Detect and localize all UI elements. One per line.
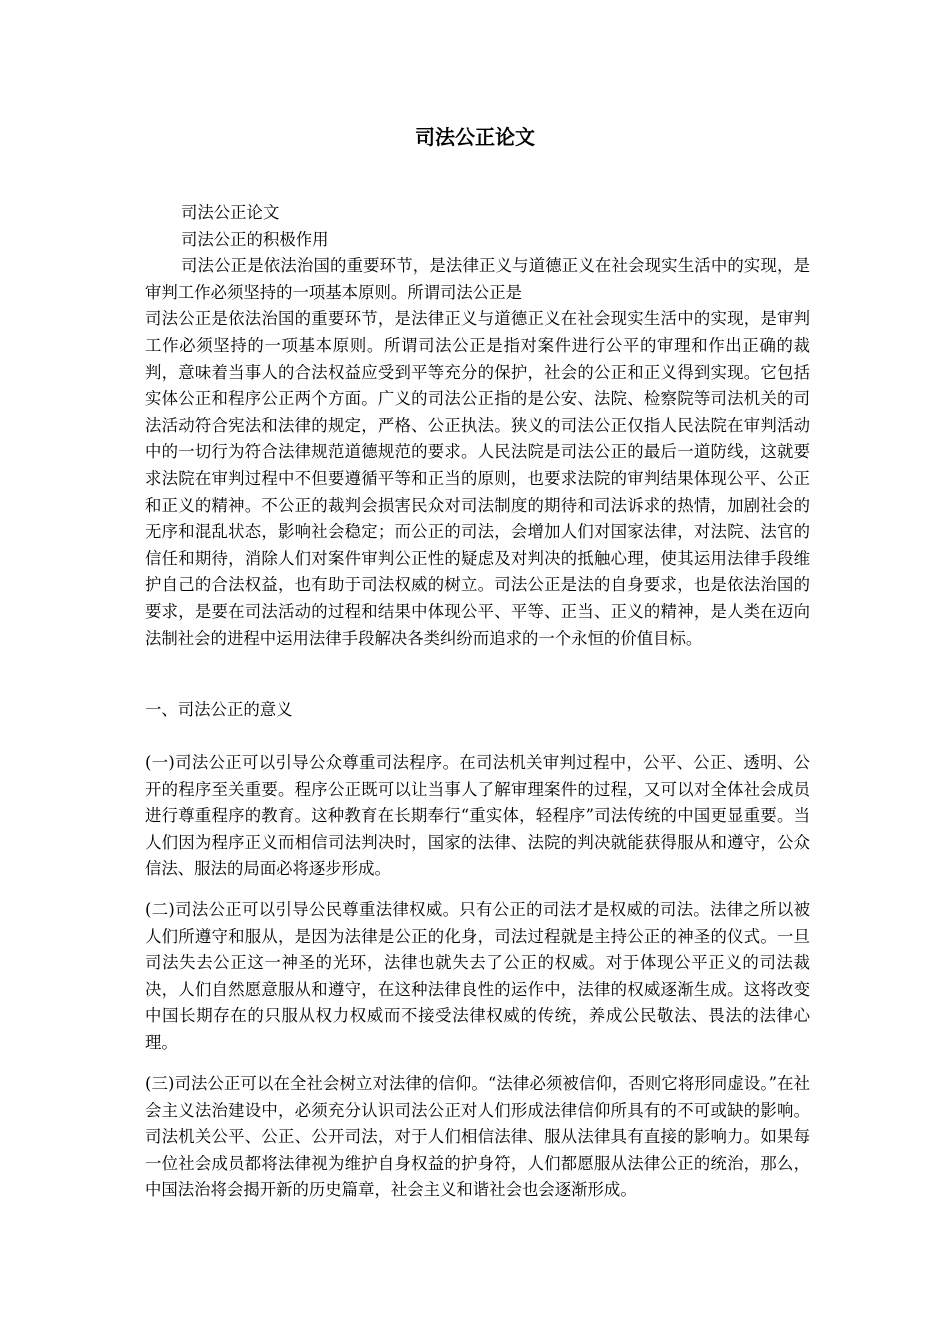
intro-line: 司法公正论文 [181, 203, 280, 222]
intro-block [145, 200, 810, 652]
body-paragraph: (一)司法公正可以引导公众尊重司法程序。在司法机关审判过程中，公平、公正、透明、公开的程序至关重要。程序公正既可以让当事人了解审理案件的过程，又可以对全体社会成员进行尊重程序的教育。这种教育在长期奉行“重实体，轻程序”司法传统的中国更显重要。当人们因为程序正义而相信司法判决时，国家的法律、法院的判决就能获得服从和遵守，公众信法、服法的局面必将逐步形成。 [145, 753, 810, 879]
section-heading: 一、司法公正的意义 [145, 700, 293, 719]
body-paragraph: (三)司法公正可以在全社会树立对法律的信仰。“法律必须被信仰，否则它将形同虚设。”在社会主义法治建设中，必须充分认识司法公正对人们形成法律信仰所具有的不可或缺的影响。司法机关公平、公正、公开司法，对于人们相信法律、服从法律具有直接的影响力。如果每一位社会成员都将法律视为维护自身权益的护身符，人们都愿服从法律公正的统治，那么，中国法治将会揭开新的历史篇章，社会主义和谐社会也会逐渐形成。 [145, 1074, 810, 1200]
body-paragraph: (二)司法公正可以引导公民尊重法律权威。只有公正的司法才是权威的司法。法律之所以被人们所遵守和服从，是因为法律是公正的化身，司法过程就是主持公正的神圣的仪式。一旦司法失去公正这一神圣的光环，法律也就失去了公正的权威。对于体现公平正义的司法裁决，人们自然愿意服从和遵守，在这种法律良性的运作中，法律的权威逐渐生成。这将改变中国长期存在的只服从权力权威而不接受法律权威的传统，养成公民敬法、畏法的法律心理。 [145, 900, 810, 1052]
intro-line: 司法公正的积极作用 [181, 229, 329, 249]
document-title: 司法公正论文 [415, 125, 535, 149]
main-paragraph: 司法公正是依法治国的重要环节，是法律正义与道德正义在社会现实生活中的实现，是审判工作必须坚持的一项基本原则。所谓司法公正是指对案件进行公平的审理和作出正确的裁判，意味着当事人的合法权益应受到平等充分的保护，社会的公正和正义得到实现。它包括实体公正和程序公正两个方面。广义的司法公正指的是公安、法院、检察院等司法机关的司法活动符合宪法和法律的规定，严格、公正执法。狭义的司法公正仅指人民法院在审判活动中的一切行为符合法律规范道德规范的要求。人民法院是司法公正的最后一道防线，这就要求法院在审判过程中不但要遵循平等和正当的原则，也要求法院的审判结果体现公平、公正和正义的精神。不公正的裁判会损害民众对司法制度的期待和司法诉求的热情，加剧社会的无序和混乱状态，影响社会稳定；而公正的司法，会增加人们对国家法律，对法院、法官的信任和期待，消除人们对案件审判公正性的疑虑及对判决的抵触心理，使其运用法律手段维护自己的合法权益，也有助于司法权威的树立。司法公正是法的自身要求，也是依法治国的要求，是要在司法活动的过程和结果中体现公平、平等、正当、正义的精神，是人类在迈向法制社会的进程中运用法律手段解决各类纠纷而追求的一个永恒的价值目标。 [145, 309, 810, 648]
abstract-paragraph: 司法公正是依法治国的重要环节，是法律正义与道德正义在社会现实生活中的实现，是审判工作必须坚持的一项基本原则。所谓司法公正是 [145, 256, 810, 302]
